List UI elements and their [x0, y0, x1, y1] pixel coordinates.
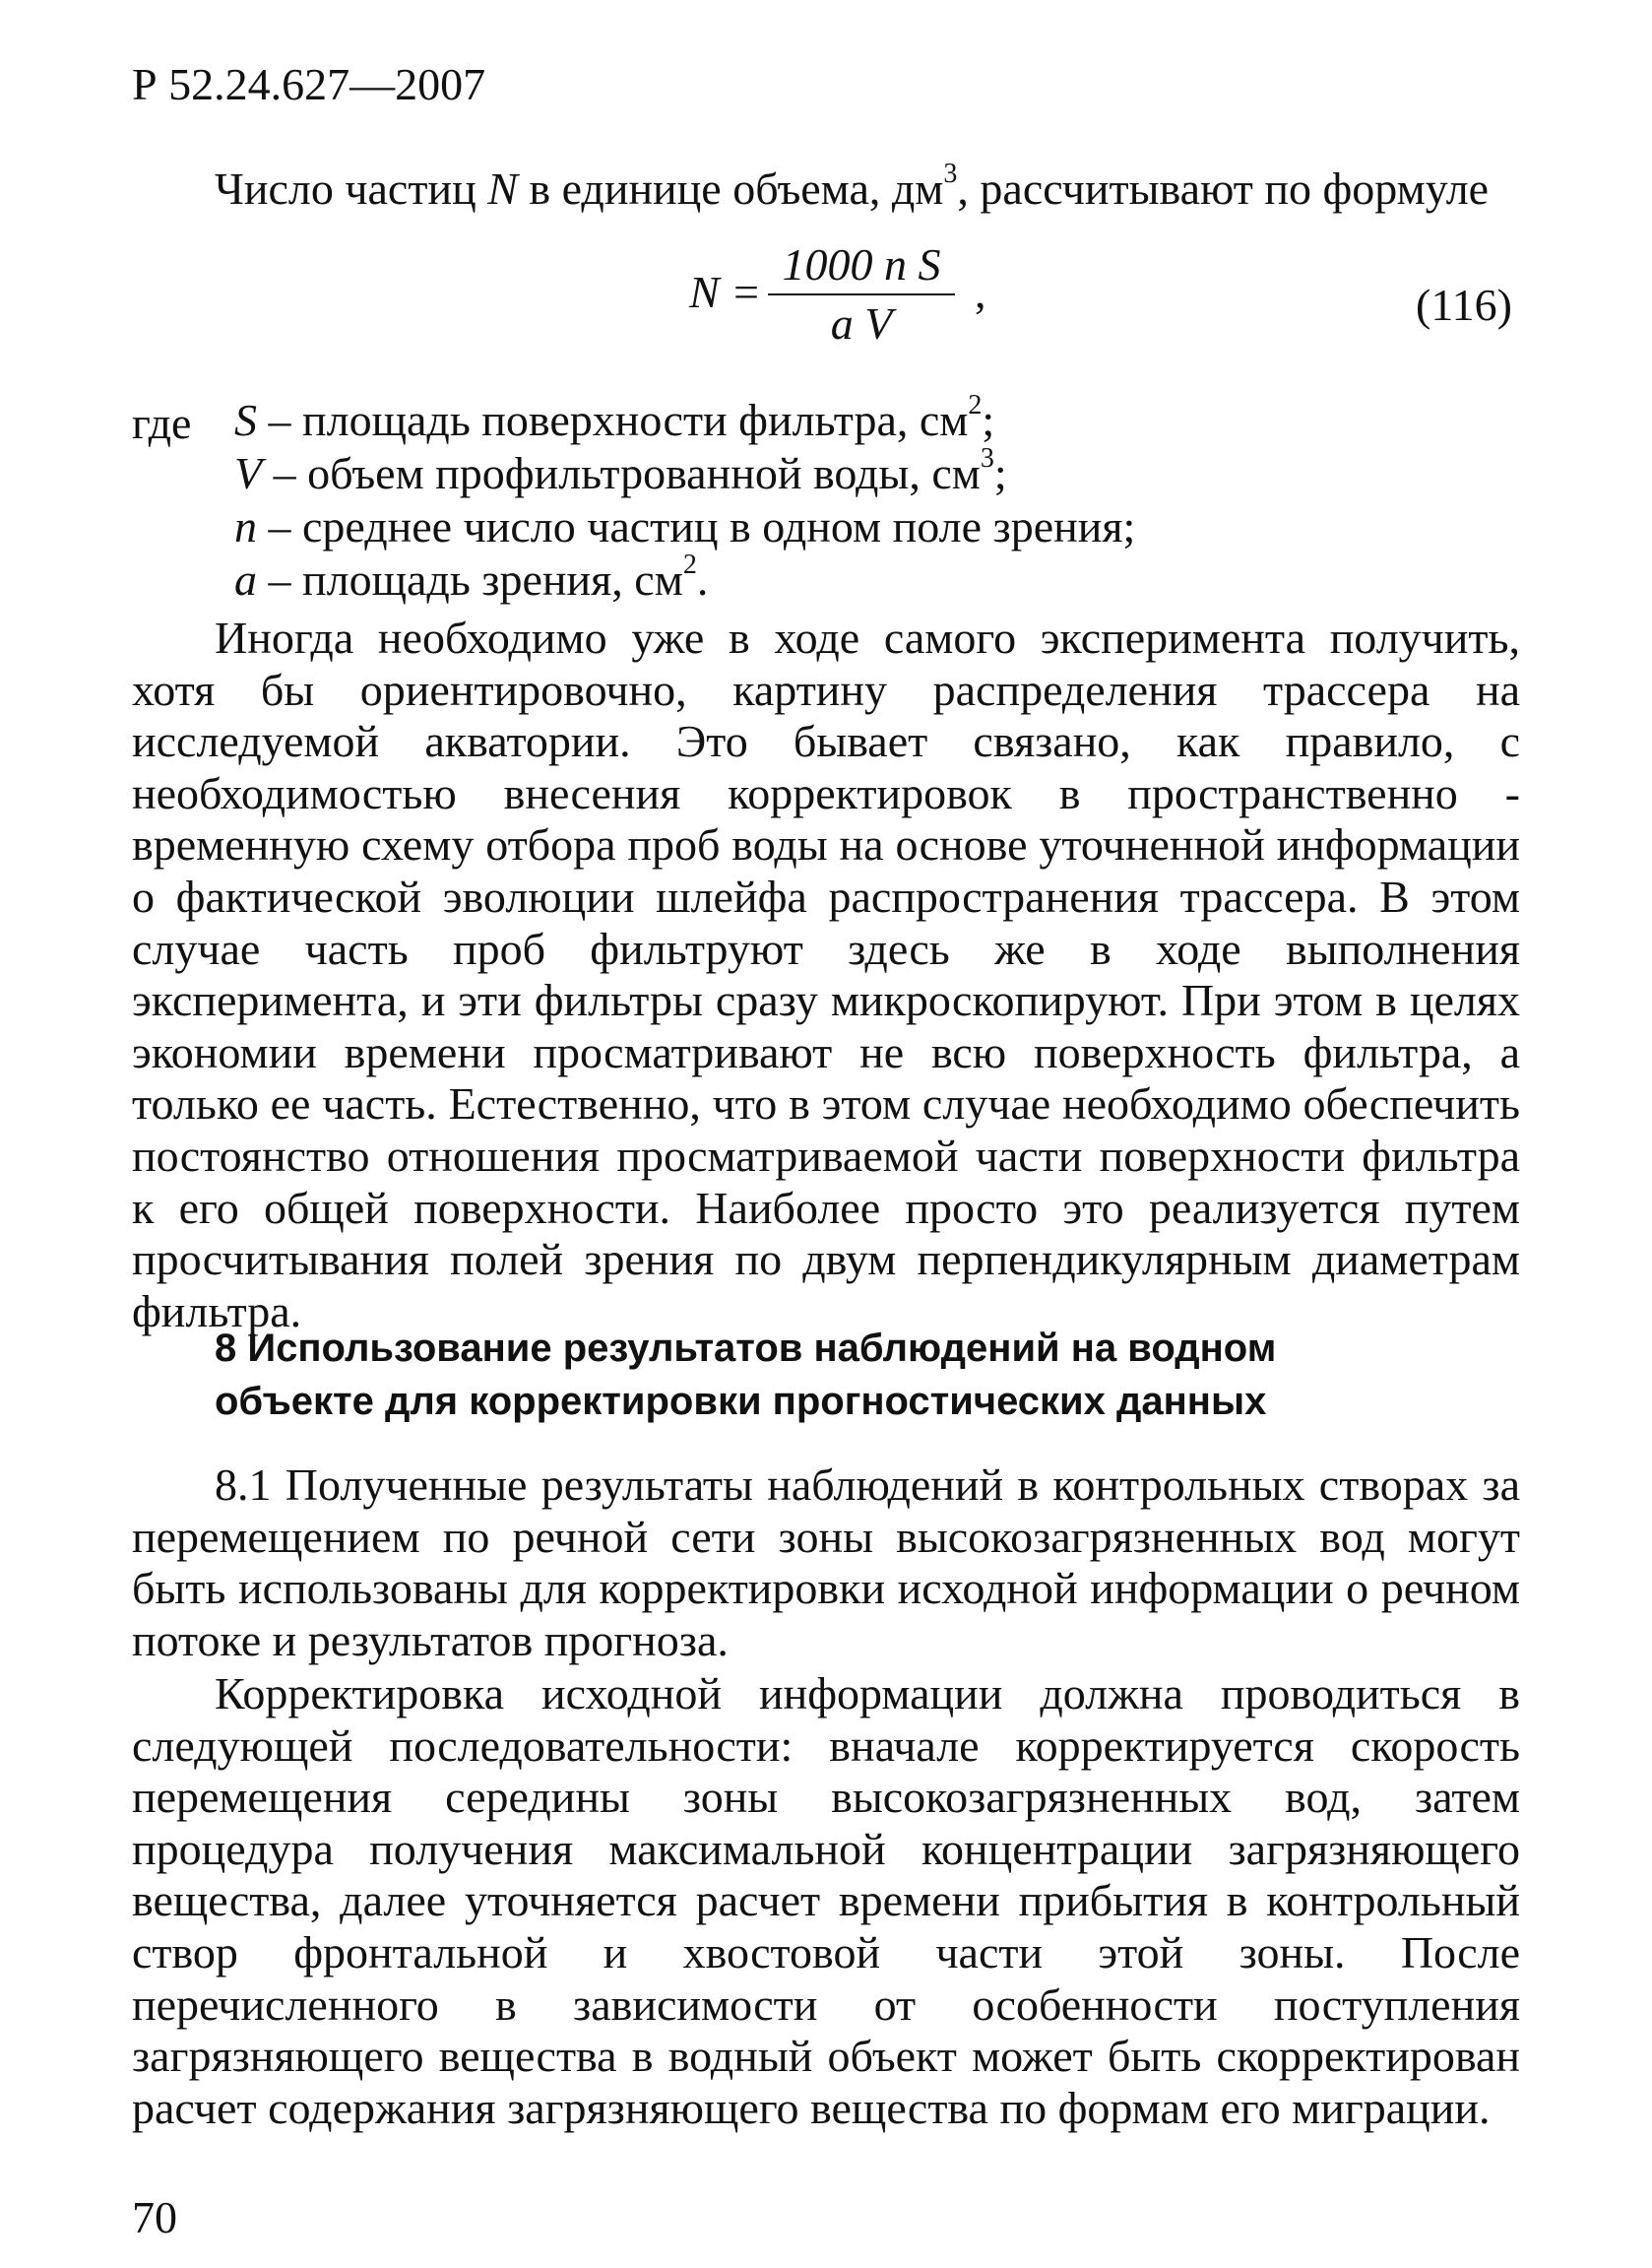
formula-fraction — [768, 236, 955, 353]
section-heading-8 — [215, 1322, 1494, 1428]
definition-superscript: 3 — [980, 443, 994, 474]
definition-item — [234, 550, 1135, 607]
formula-denominator: a V — [830, 298, 893, 349]
paragraph-8-1: 8.1 Полученные результаты наблюдений в контрольных створах за перемещением по речной сети зоны высокозагрязненных вод могут быть использованы для корректировки исходной информации о речном потоке и результатов прогноза. — [132, 1459, 1520, 1665]
definition-text: – среднее число частиц в одном поле зрения; — [257, 501, 1136, 551]
where-label: где — [132, 398, 192, 448]
definition-variable: n — [234, 501, 257, 551]
paragraph-correction-sequence: Корректировка исходной информации должна проводиться в следующей последовательности: вначале корректируется скорость перемещения середины зоны высокозагрязненных вод, затем процедура получения максимальной концентрации загрязняющего вещества, далее уточняется расчет времени прибытия в контрольный створ фронтальной и хвостовой части этой зоны. После перечисленного в зависимости от особенности поступления загрязняющего вещества в водный объект может быть скорректирован расчет содержания загрязняющего вещества по формам его миграции. — [132, 1668, 1520, 2133]
intro-text-before: Число частиц — [215, 163, 488, 214]
definition-item — [234, 500, 1135, 553]
formula-lhs: N = — [689, 267, 762, 317]
definition-text: – площадь зрения, см — [257, 554, 683, 605]
definition-variable: V — [234, 448, 263, 498]
equation-number: (116) — [1416, 280, 1512, 330]
intro-superscript: 3 — [943, 159, 958, 189]
definition-superscript: 2 — [968, 390, 983, 421]
definition-variable: a — [234, 554, 257, 605]
intro-text-after: , рассчитывают по формуле — [957, 163, 1490, 214]
definition-item — [234, 390, 1135, 447]
definition-superscript: 2 — [682, 550, 697, 580]
formula-trailing-comma: , — [975, 267, 986, 317]
definition-end: ; — [993, 448, 1007, 498]
definition-end: ; — [982, 395, 995, 445]
definition-end: . — [696, 554, 709, 605]
paragraph-tracer-distribution: Иногда необходимо уже в ходе самого эксперимента получить, хотя бы ориентировочно, картину распределения трассера на исследуемой акватории. Это бывает связано, как правило, с необходимостью внесения корректировок в пространственно - временную схему отбора проб воды на основе уточненной информации о фактической эволюции шлейфа распространения трассера. В этом случае часть проб фильтруют здесь же в ходе выполнения эксперимента, и эти фильтры сразу микроскопируют. При этом в целях экономии времени просматривают не всю поверхность фильтра, а только ее часть. Естественно, что в этом случае необходимо обеспечить постоянство отношения просматриваемой части поверхности фильтра к его общей поверхности. Наиболее просто это реализуется путем просчитывания полей зрения по двум перпендикулярным диаметрам фильтра. — [132, 613, 1520, 1336]
intro-variable: N — [487, 163, 518, 214]
page-number: 70 — [132, 2192, 177, 2242]
formula-numerator: 1000 n S — [768, 236, 955, 295]
section-heading-line: объекте для корректировки прогностических данных — [215, 1380, 1267, 1423]
intro-text-mid: в единице объема, дм — [517, 163, 944, 214]
definition-text: – площадь поверхности фильтра, см — [257, 395, 969, 445]
variable-definitions — [234, 390, 1136, 607]
definition-variable: S — [234, 395, 257, 445]
document-id: Р 52.24.627—2007 — [132, 59, 486, 109]
definition-item — [234, 443, 1135, 500]
formula-116 — [689, 236, 985, 355]
definition-text: – объем профильтрованной воды, см — [262, 448, 981, 498]
formula-intro — [215, 160, 1489, 219]
section-heading-line: 8 Использование результатов наблюдений на водном — [215, 1327, 1277, 1370]
